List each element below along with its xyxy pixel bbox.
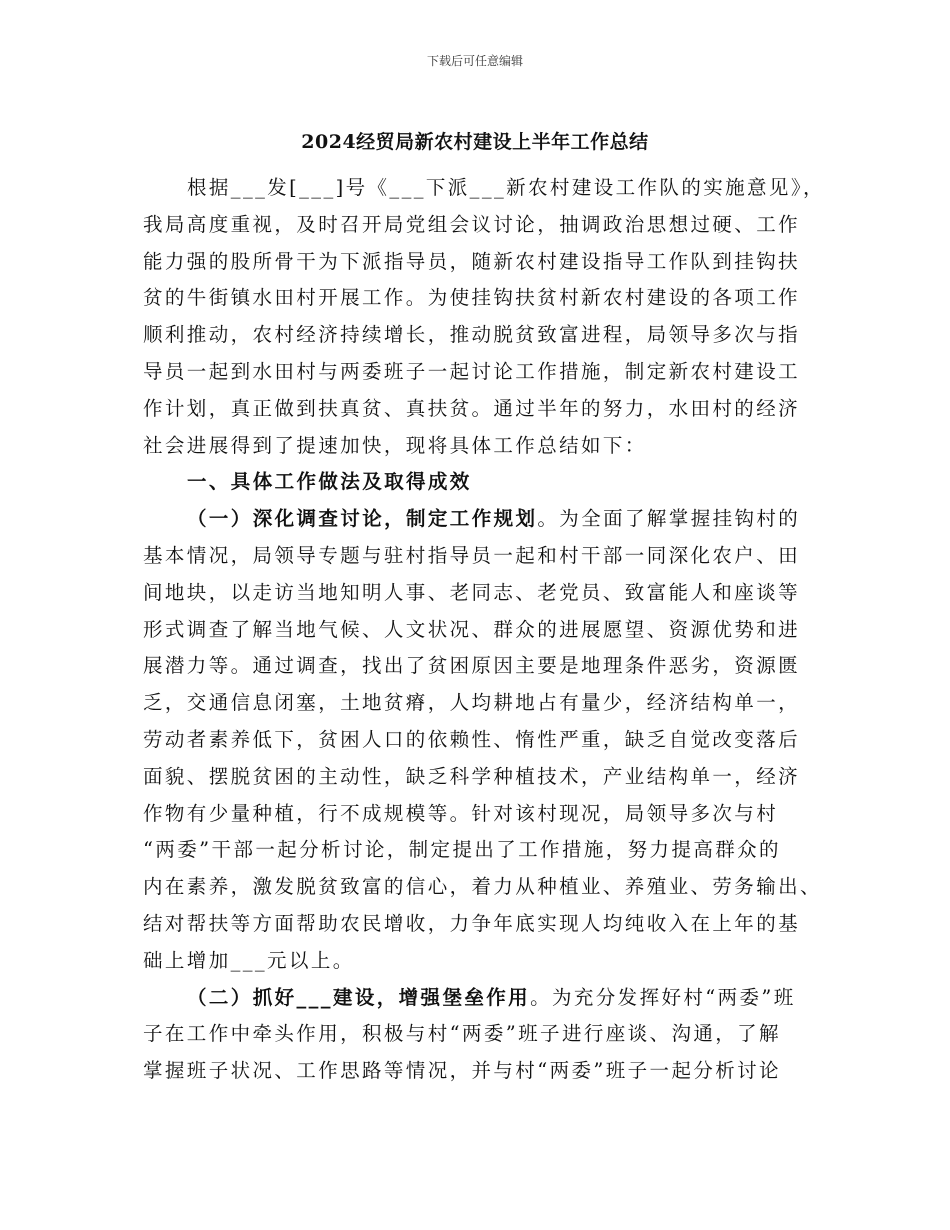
body-text: 掌握班子状况、工作思路等情况，并与村“两委”班子一起分析讨论 xyxy=(143,1059,781,1083)
body-line xyxy=(143,1016,813,1053)
body-text: 。为全面了解掌握挂钩村的 xyxy=(537,507,801,531)
section-heading: 一、具体工作做法及取得成效 xyxy=(187,470,472,494)
body-line xyxy=(143,832,813,869)
header-note: 下载后可任意编辑 xyxy=(426,54,523,68)
body-text: 顺利推动，农村经济持续增长，推动脱贫致富进程，局领导多次与指 xyxy=(143,323,801,347)
body-text: 劳动者素养低下，贫困人口的依赖性、惰性严重，缺乏自觉改变落后 xyxy=(143,727,801,751)
body-line xyxy=(143,612,813,649)
body-text: 基本情况，局领导专题与驻村指导员一起和村干部一同深化农户、田 xyxy=(143,543,801,567)
body-line xyxy=(143,464,813,501)
body-text: 结对帮扶等方面帮助农民增收，力争年底实现人均纯收入在上年的基 xyxy=(143,911,801,935)
body-text: 形式调查了解当地气候、人文状况、群众的进展愿望、资源优势和进 xyxy=(143,617,801,641)
body-line xyxy=(143,501,813,538)
section-heading: （二）抓好___建设，增强堡垒作用 xyxy=(187,985,531,1009)
body-text: 间地块，以走访当地知明人事、老同志、老党员、致富能人和座谈等 xyxy=(143,580,801,604)
body-text: 导员一起到水田村与两委班子一起讨论工作措施，制定新农村建设工 xyxy=(143,359,801,383)
body-line xyxy=(143,722,813,759)
body-line xyxy=(143,575,813,612)
body-line xyxy=(143,980,813,1017)
body-text: “两委”干部一起分析讨论，制定提出了工作措施，努力提高群众的 xyxy=(143,838,781,862)
document-title: 2024经贸局新农村建设上半年工作总结 xyxy=(301,131,649,153)
body-line xyxy=(143,1053,813,1090)
body-text: 展潜力等。通过调查，找出了贫困原因主要是地理条件恶劣，资源匮 xyxy=(143,654,801,678)
body-line xyxy=(143,280,813,317)
body-line xyxy=(143,391,813,428)
body-line xyxy=(143,244,813,281)
body-line xyxy=(143,685,813,722)
body-text: 子在工作中牵头作用，积极与村“两委”班子进行座谈、沟通，了解 xyxy=(143,1022,781,1046)
body-text: 乏，交通信息闭塞，土地贫瘠，人均耕地占有量少，经济结构单一， xyxy=(143,691,801,715)
body-line xyxy=(143,428,813,465)
body-text: 社会进展得到了提速加快，现将具体工作总结如下： xyxy=(143,433,647,457)
body-line xyxy=(143,869,822,906)
body-line xyxy=(143,207,813,244)
body-line xyxy=(143,538,813,575)
body-line xyxy=(143,354,813,391)
body-line xyxy=(143,648,813,685)
body-text: 。为充分发挥好村“两委”班 xyxy=(530,985,796,1009)
body-text: 作物有少量种植，行不成规模等。针对该村现况，局领导多次与村 xyxy=(143,801,779,825)
section-heading: （一）深化调查讨论，制定工作规划 xyxy=(187,507,538,531)
body-line xyxy=(143,317,813,354)
body-line xyxy=(143,170,825,207)
body-text: 根据___发[___]号《___下派___新农村建设工作队的实施意见》， xyxy=(187,176,825,199)
body-line xyxy=(143,796,813,833)
body-line xyxy=(143,943,813,980)
body-text: 我局高度重视，及时召开局党组会议讨论，抽调政治思想过硬、工作 xyxy=(143,212,801,236)
body-text: 能力强的股所骨干为下派指导员，随新农村建设指导工作队到挂钩扶 xyxy=(143,249,801,273)
body-text: 内在素养，激发脱贫致富的信心，着力从种植业、养殖业、劳务输出、 xyxy=(143,875,822,899)
body-text: 础上增加___元以上。 xyxy=(143,948,355,972)
body-text: 面貌、摆脱贫困的主动性，缺乏科学种植技术，产业结构单一，经济 xyxy=(143,764,801,788)
body-text: 贫的牛街镇水田村开展工作。为使挂钩扶贫村新农村建设的各项工作 xyxy=(143,286,801,310)
body-line xyxy=(143,759,813,796)
body-text: 作计划，真正做到扶真贫、真扶贫。通过半年的努力，水田村的经济 xyxy=(143,396,801,420)
document-body xyxy=(143,170,825,1090)
body-line xyxy=(143,906,813,943)
